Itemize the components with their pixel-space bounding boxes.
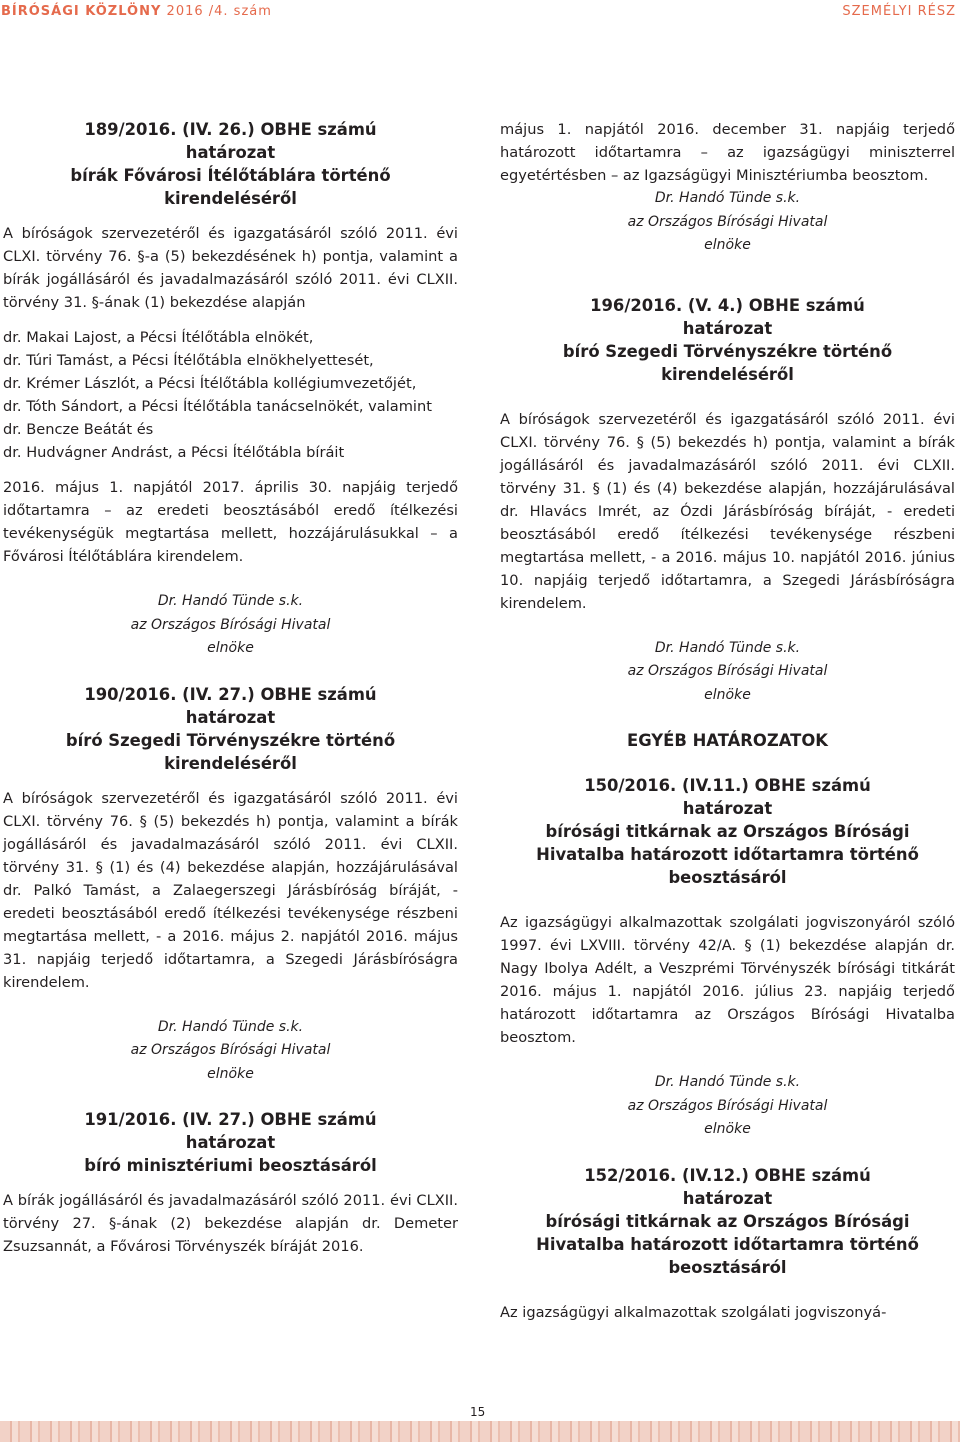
signature-block [500, 187, 955, 258]
signature-role: elnöke [704, 686, 751, 703]
signature-office: az Országos Bírósági Hivatal [130, 1042, 331, 1058]
right-column [500, 118, 955, 1324]
signature-role: elnöke [207, 640, 254, 656]
header-left [1, 4, 272, 19]
person-item: dr. Hudvágner Andrást, a Pécsi Ítélőtábla bíráit [3, 444, 345, 461]
person-item: dr. Tóth Sándort, a Pécsi Ítélőtábla tanácselnökét, valamint [3, 398, 432, 415]
signature-role: elnöke [704, 237, 751, 253]
decision-191-body: A bírák jogállásáról és javadalmazásáról szóló 2011. évi CLXII. törvény 27. §-ának (2) bekezdése alapján dr. Demeter Zsuzsannát, a Fővárosi Törvényszék bíráját 2016. [3, 1192, 458, 1255]
running-header [0, 0, 960, 24]
signature-role: elnöke [704, 1121, 751, 1137]
signature-office: az Országos Bírósági Hivatal [627, 1097, 828, 1114]
person-item: dr. Makai Lajost, a Pécsi Ítélőtábla elnökét, [3, 329, 314, 346]
decision-190-body: A bíróságok szervezetéről és igazgatásáról szóló 2011. évi CLXI. törvény 76. § (5) bekezdés h) pontja, valamint a bírák jogállásáról és javadalmazásáról szóló 2011. évi CLXII. törvény 31. § (1) és (4) bekezdése alapján, hozzájárulásával dr. Palkó Tamást, a Zalaegerszegi Járásbíróság bíráját, - eredeti beosztásából eredő ítélkezési tevékenysége részbeni megtartása mellett, - a 2016. május 2. napjától 2016. május 31. napjáig terjedő időtartamra, a Szegedi Járásbíróságra kirendelem. [3, 789, 458, 991]
person-item: dr. Bencze Beátát és [3, 421, 154, 438]
decision-191-continuation: május 1. napjától 2016. december 31. napjáig terjedő határozott időtartamra – az igazságügyi miniszterrel egyetértésben – az Igazságügyi Minisztériumba beosztom. [500, 121, 955, 184]
signature-role: elnöke [207, 1065, 254, 1082]
signature-office: az Országos Bírósági Hivatal [627, 663, 828, 679]
page-number: 15 [470, 1405, 486, 1419]
decision-150-title: 150/2016. (IV.11.) OBHE számú határozat bírósági titkárnak az Országos Bírósági Hivatalba határozott időtartamra történő beosztásáról [536, 776, 919, 887]
left-column [3, 118, 458, 1258]
signature-block [3, 590, 458, 661]
signature-name: Dr. Handó Tünde s.k. [157, 1018, 304, 1035]
signature-block [500, 637, 955, 708]
person-item: dr. Túri Tamást, a Pécsi Ítélőtábla elnökhelyettesét, [3, 352, 374, 369]
signature-office: az Országos Bírósági Hivatal [130, 616, 331, 633]
signature-name: Dr. Handó Tünde s.k. [157, 593, 304, 609]
decision-189-body: 2016. május 1. napjától 2017. április 30. napjáig terjedő időtartamra – az eredeti beosztásából eredő ítélkezési tevékenységük megtartása mellett, hozzájárulásukkal – a Fővárosi Ítélőtáblára kirendelem. [3, 479, 458, 565]
footer-decorative-band [0, 1421, 960, 1442]
section-name: SZEMÉLYI RÉSZ [842, 4, 956, 19]
signature-block [3, 1016, 458, 1087]
decision-189-persons [3, 326, 458, 464]
signature-name: Dr. Handó Tünde s.k. [654, 190, 801, 206]
signature-block [500, 1071, 955, 1142]
decision-152-title: 152/2016. (IV.12.) OBHE számú határozat bírósági titkárnak az Országos Bírósági Hivatalba határozott időtartamra történő beosztásáról [536, 1165, 919, 1277]
decision-189-intro: A bíróságok szervezetéről és igazgatásáról szóló 2011. évi CLXI. törvény 76. §-a (5) bekezdésének h) pontja, valamint a bírák jogállásáról és javadalmazásáról szóló 2011. évi CLXII. törvény 31. §-ának (1) bekezdése alapján [3, 225, 458, 311]
signature-name: Dr. Handó Tünde s.k. [654, 1074, 801, 1090]
person-item: dr. Krémer Lászlót, a Pécsi Ítélőtábla kollégiumvezetőjét, [3, 375, 417, 392]
decision-150-body: Az igazságügyi alkalmazottak szolgálati jogviszonyáról szóló 1997. évi LXVIII. törvény 42/A. § (1) bekezdése alapján dr. Nagy Ibolya Adélt, a Veszprémi Törvényszék bírósági titkárát 2016. május 1. napjától 2016. július 23. napjáig terjedő határozott időtartamra az Országos Bírósági Hivatalba beosztom. [500, 914, 955, 1046]
decision-189-title: 189/2016. (IV. 26.) OBHE számú határozat bírák Fővárosi Ítélőtáblára történő kirendeléséről [70, 120, 391, 208]
decision-152-body: Az igazságügyi alkalmazottak szolgálati jogviszonyá- [500, 1303, 887, 1321]
decision-191-title: 191/2016. (IV. 27.) OBHE számú határozat bíró minisztériumi beosztásáról [84, 1110, 377, 1175]
decision-196-title: 196/2016. (V. 4.) OBHE számú határozat bíró Szegedi Törvényszékre történő kirendeléséről [562, 295, 893, 384]
category-heading: EGYÉB HATÁROZATOK [627, 731, 828, 750]
signature-name: Dr. Handó Tünde s.k. [654, 639, 801, 656]
signature-office: az Országos Bírósági Hivatal [627, 213, 828, 230]
issue-number: 2016 /4. szám [166, 4, 272, 19]
decision-196-body: A bíróságok szervezetéről és igazgatásáról szóló 2011. évi CLXI. törvény 76. § (5) bekezdés h) pontja, valamint a bírák jogállásáról és javadalmazásáról szóló 2011. évi CLXII. törvény 31. § (1) és (4) bekezdése alapján, hozzájárulásával dr. Hlavács Imrét, az Ózdi Járásbíróság bíráját, - eredeti beosztásából eredő ítélkezési tevékenysége részbeni megtartása mellett, - a 2016. május 10. napjától 2016. június 10. napjáig terjedő időtartamra, a Szegedi Járásbíróságra kirendelem. [500, 410, 955, 612]
journal-name: BÍRÓSÁGI KÖZLÖNY [1, 4, 162, 19]
decision-190-title: 190/2016. (IV. 27.) OBHE számú határozat bíró Szegedi Törvényszékre történő kirendeléséről [65, 684, 396, 773]
